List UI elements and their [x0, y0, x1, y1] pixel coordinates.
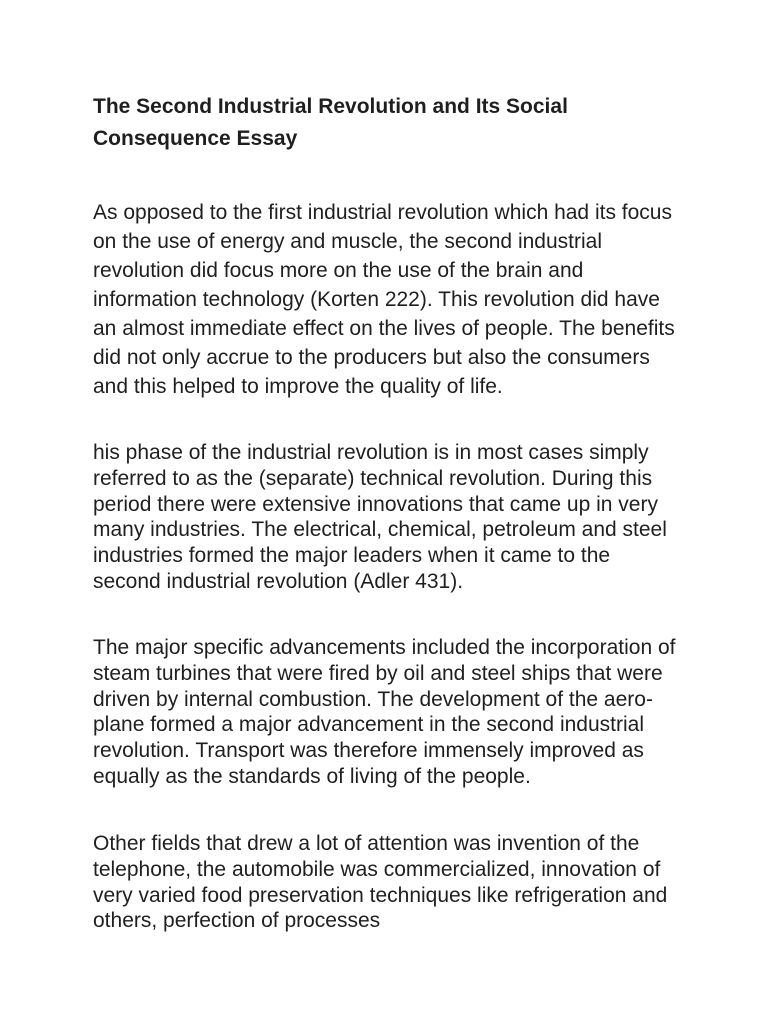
document-page: [93, 0, 683, 1024]
paragraph-2: his phase of the industrial revolution is in most cases simply referred to as the (separate) technical revolution. During this period there were extensive innovations that came up in very many industries. The electrical, chemical, petroleum and steel industries formed the major leaders when it came to the second industrial revolution (Adler 431).: [93, 441, 667, 593]
paragraph-1: As opposed to the first industrial revolution which had its focus on the use of energy and muscle, the second industrial revolution did focus more on the use of the brain and information technology (Korten 222). This revolution did have an almost immediate effect on the lives of people. The benefits did not only accrue to the producers but also the consumers and this helped to improve the quality of life.: [93, 201, 675, 398]
paragraph-3: The major specific advancements included the incorporation of steam turbines that were fired by oil and steel ships that were driven by internal combustion. The development of the aero-plane formed a major advancement in the second industrial revolution. Transport was therefore immensely improved as equally as the standards of living of the people.: [93, 636, 676, 788]
paragraph-4: Other fields that drew a lot of attention was invention of the telephone, the automobile was commercialized, innovation of very varied food preservation techniques like refrigeration and others, perfection of processes: [93, 832, 668, 933]
essay-title: The Second Industrial Revolution and Its Social Consequence Essay: [93, 95, 568, 150]
